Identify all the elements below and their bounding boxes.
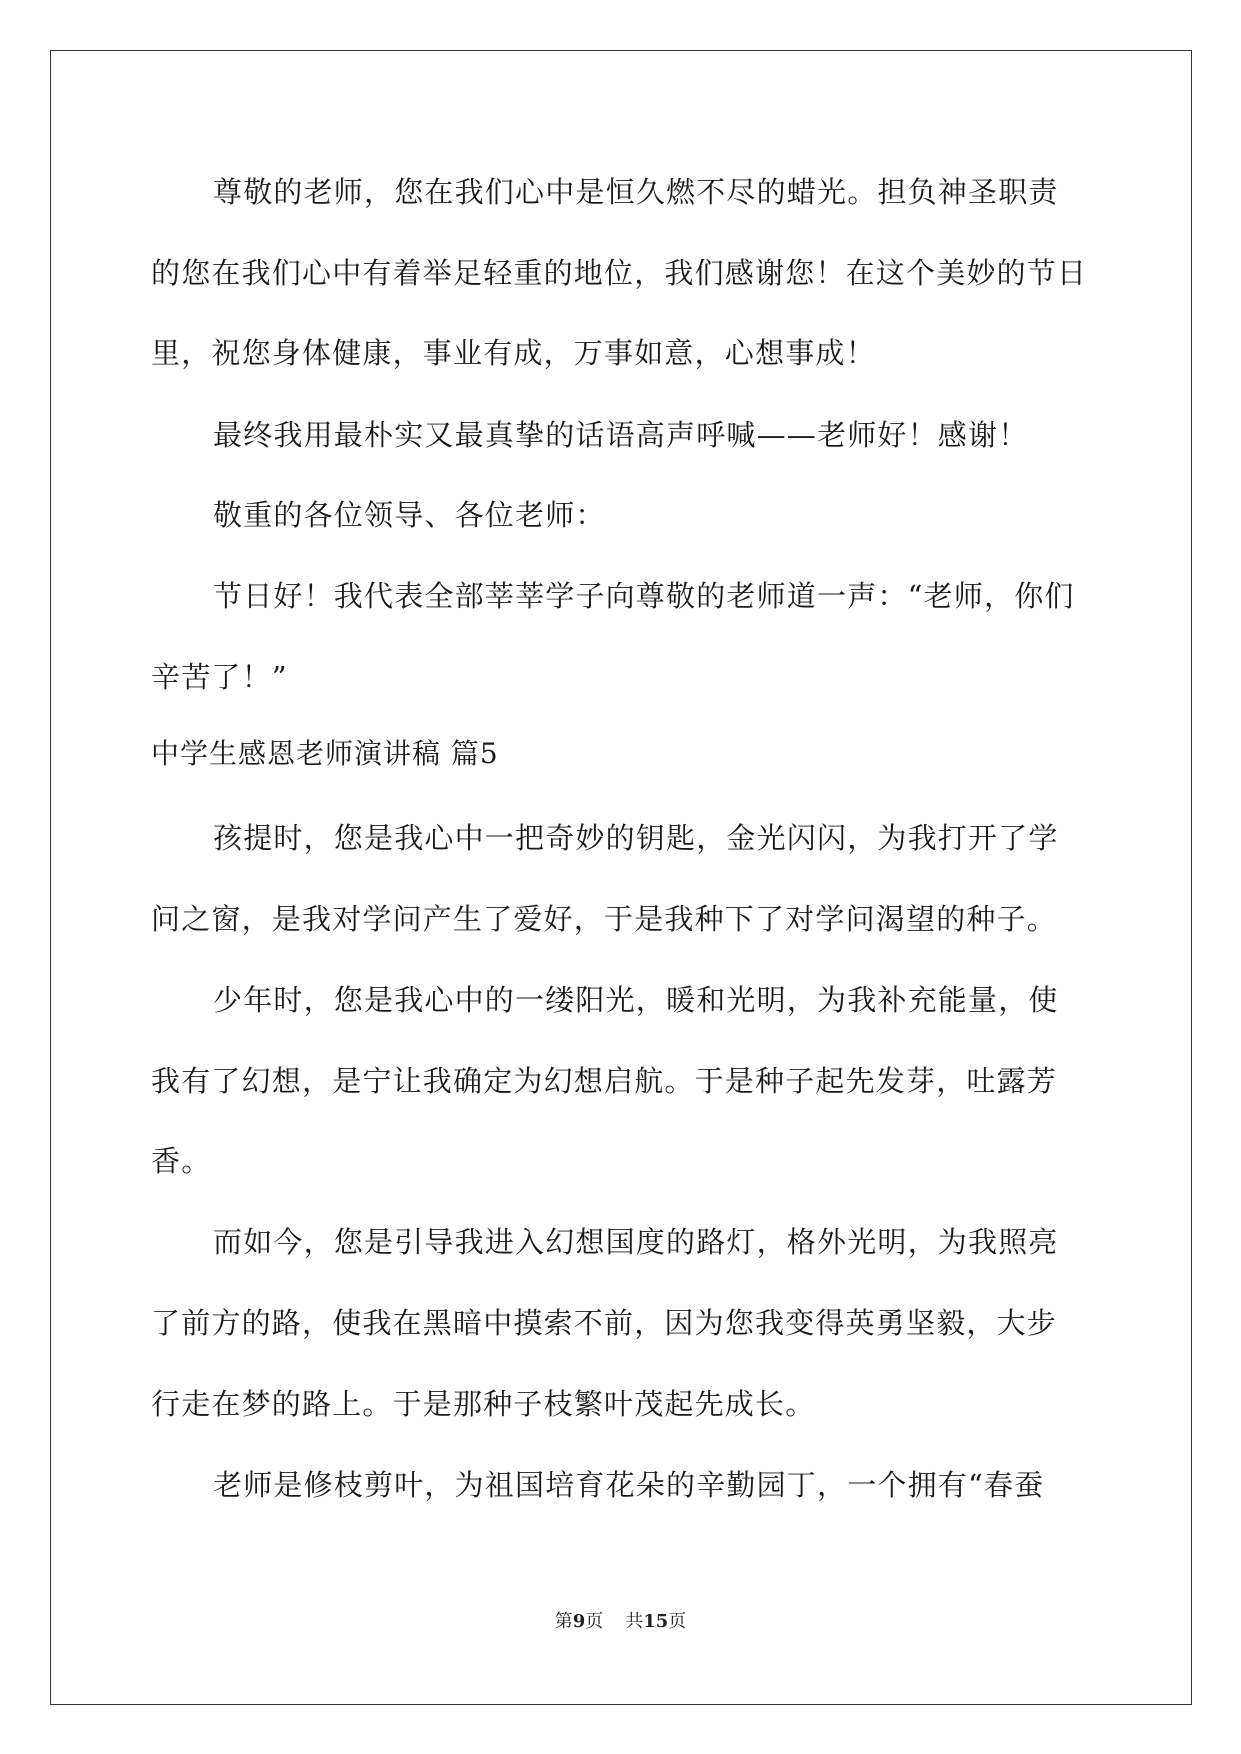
footer-total-prefix: 共	[625, 1611, 644, 1632]
page-footer	[0, 1610, 1241, 1634]
paragraph-line: 的您在我们心中有着举足轻重的地位，我们感谢您！在这个美妙的节日	[151, 256, 1088, 290]
page-border	[50, 50, 1192, 1705]
paragraph-line: 尊敬的老师，您在我们心中是恒久燃不尽的蜡光。担负神圣职责	[213, 175, 1059, 209]
paragraph-line: 问之窗，是我对学问产生了爱好，于是我种下了对学问渴望的种子。	[151, 902, 1058, 936]
paragraph-line: 老师是修枝剪叶，为祖国培育花朵的辛勤园丁，一个拥有“春蚕	[213, 1468, 1045, 1502]
paragraph-line: 里，祝您身体健康，事业有成，万事如意，心想事成！	[151, 336, 876, 370]
paragraph-line: 敬重的各位领导、各位老师：	[213, 498, 606, 532]
footer-page-suffix: 页	[585, 1611, 604, 1632]
paragraph-line: 行走在梦的路上。于是那种子枝繁叶茂起先成长。	[151, 1387, 816, 1421]
section-heading: 中学生感恩老师演讲稿 篇5	[151, 737, 499, 770]
paragraph-line: 辛苦了！”	[151, 660, 288, 694]
paragraph-line: 我有了幻想，是宁让我确定为幻想启航。于是种子起先发芽，吐露芳	[151, 1064, 1058, 1098]
paragraph-line: 孩提时，您是我心中一把奇妙的钥匙，金光闪闪，为我打开了学	[213, 821, 1059, 855]
paragraph-line: 香。	[151, 1144, 212, 1178]
footer-total-suffix: 页	[668, 1611, 687, 1632]
paragraph-line: 最终我用最朴实又最真挚的话语高声呼喊——老师好！感谢！	[213, 418, 1029, 452]
paragraph-line: 而如今，您是引导我进入幻想国度的路灯，格外光明，为我照亮	[213, 1225, 1059, 1259]
footer-total-pages: 15	[643, 1611, 669, 1632]
footer-prefix: 第	[554, 1611, 573, 1632]
footer-page-number: 9	[572, 1611, 586, 1632]
paragraph-line: 节日好！我代表全部莘莘学子向尊敬的老师道一声：“老师，你们	[213, 579, 1075, 613]
paragraph-line: 了前方的路，使我在黑暗中摸索不前，因为您我变得英勇坚毅，大步	[151, 1306, 1058, 1340]
paragraph-line: 少年时，您是我心中的一缕阳光，暖和光明，为我补充能量，使	[213, 983, 1059, 1017]
